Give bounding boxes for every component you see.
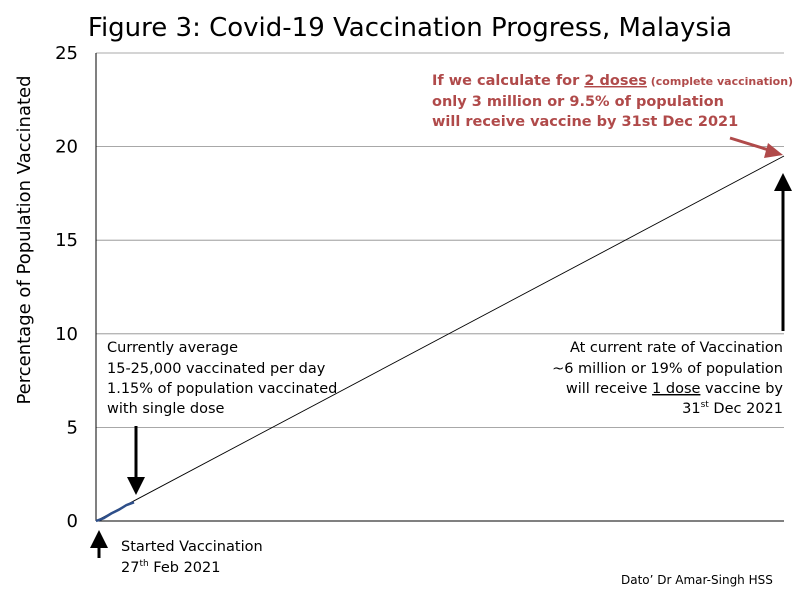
- projection-line-4: 31st Dec 2021: [682, 400, 783, 417]
- y-tick-label: 10: [55, 323, 78, 345]
- current-line-4: with single dose: [107, 401, 225, 417]
- y-tick-label: 15: [55, 230, 78, 252]
- y-tick-label: 20: [55, 136, 78, 158]
- two-doses-line-2: only 3 million or 9.5% of population: [432, 94, 724, 110]
- current-rate-annotation: [107, 340, 337, 417]
- projection-line-3: will receive 1 dose vaccine by: [565, 381, 783, 397]
- start-annotation: [121, 539, 263, 576]
- actual-vaccination-line: [96, 502, 134, 521]
- chart-title: Figure 3: Covid-19 Vaccination Progress, Malaysia: [87, 13, 733, 43]
- y-tick-label: 25: [55, 43, 78, 64]
- current-line-1: Currently average: [107, 340, 239, 356]
- two-doses-line-1: If we calculate for 2 doses (complete vaccination): [432, 73, 794, 89]
- projection-line-2: ~6 million or 19% of population: [552, 361, 783, 377]
- start-line-2: 27th Feb 2021: [121, 559, 221, 576]
- projection-line-1: At current rate of Vaccination: [569, 340, 783, 356]
- two-doses-arrow: [730, 138, 783, 158]
- two-doses-line-3: will receive vaccine by 31st Dec 2021: [432, 114, 739, 130]
- y-tick-labels: [55, 43, 78, 532]
- y-axis-label: Percentage of Population Vaccinated: [14, 75, 35, 405]
- current-line-2: 15-25,000 vaccinated per day: [107, 361, 326, 377]
- credit: Dato’ Dr Amar-Singh HSS: [621, 573, 773, 587]
- projection-annotation: [552, 340, 783, 417]
- start-line-1: Started Vaccination: [121, 539, 263, 555]
- y-tick-label: 5: [66, 417, 78, 439]
- current-line-3: 1.15% of population vaccinated: [107, 381, 338, 397]
- y-tick-label: 0: [66, 511, 78, 532]
- two-doses-annotation: [432, 73, 793, 130]
- projection-line: [96, 156, 784, 521]
